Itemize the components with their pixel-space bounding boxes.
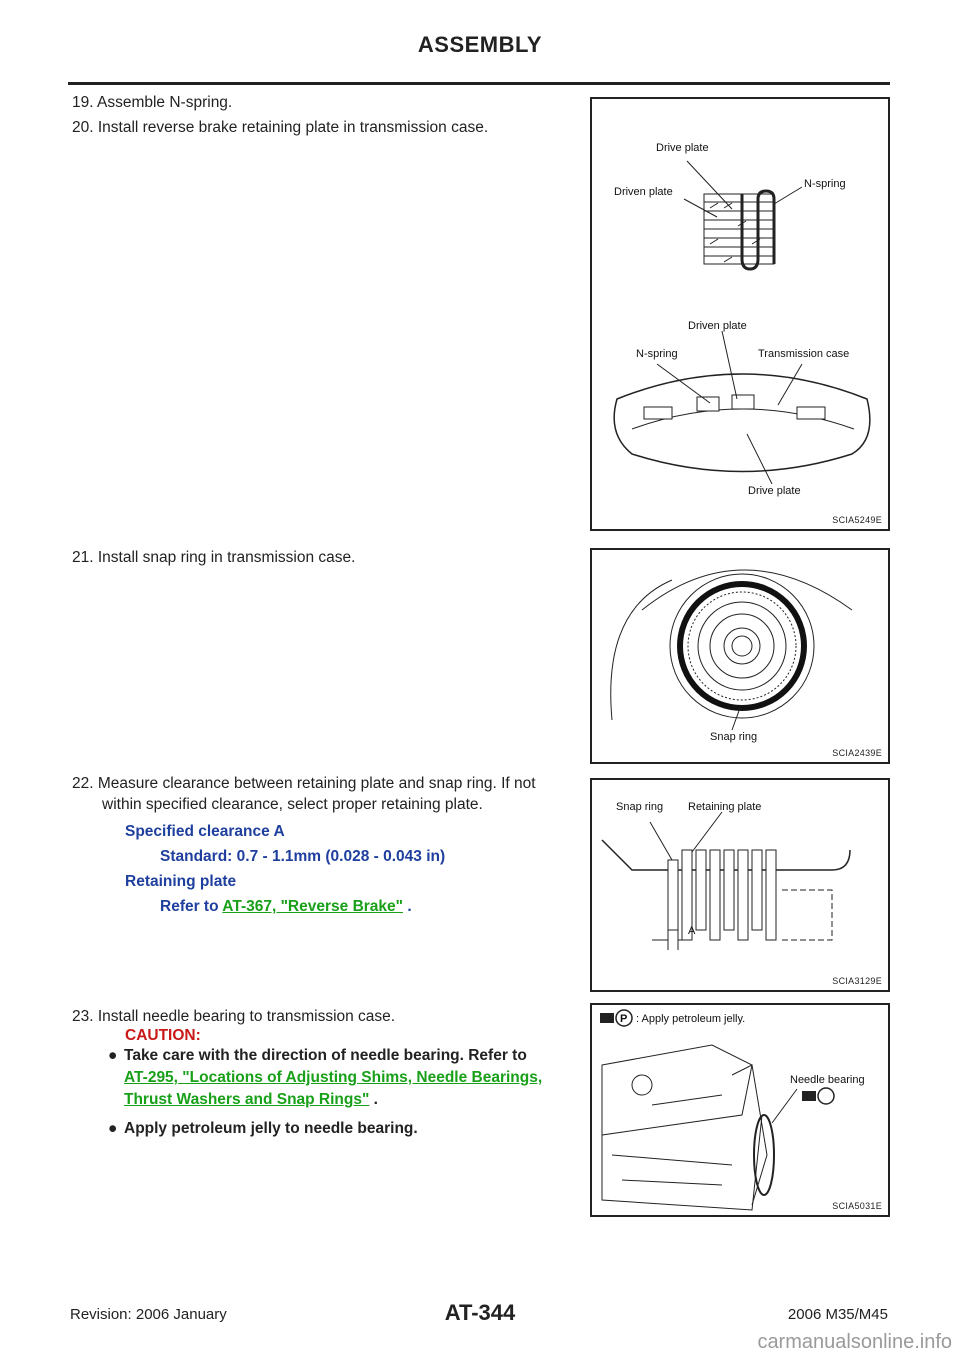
caution-bullet-1 — [108, 1045, 586, 1111]
figure-code: SCIA5249E — [832, 515, 882, 525]
label-a: A — [688, 925, 696, 937]
step-22-line2: within specified clearance, select proper retaining plate. — [102, 796, 483, 813]
label-driven-plate-2: Driven plate — [688, 320, 747, 332]
step-23: 23. Install needle bearing to transmission case. — [72, 1008, 396, 1025]
caution-text-2: Apply petroleum jelly to needle bearing. — [124, 1120, 418, 1137]
spec-standard: Standard: 0.7 - 1.1mm (0.028 - 0.043 in) — [160, 848, 446, 865]
label-snap-ring: Snap ring — [616, 801, 664, 813]
reverse-brake-link[interactable]: AT-367, "Reverse Brake" — [222, 898, 404, 915]
figure-code: SCIA3129E — [832, 976, 882, 986]
label-n-spring-2: N-spring — [636, 348, 678, 360]
bullet-icon: ● — [108, 1120, 118, 1137]
step-22-line1: 22. Measure clearance between retaining plate and snap ring. If not — [72, 775, 536, 792]
jelly-icon-2 — [802, 1091, 816, 1101]
header-rule — [68, 82, 890, 85]
label-apply: : Apply petroleum jelly. — [636, 1013, 746, 1025]
needle-bearing-illustration — [592, 1005, 888, 1215]
step-19: 19. Assemble N-spring. — [72, 94, 233, 111]
figure-clearance — [590, 778, 890, 992]
spec-retaining-label: Retaining plate — [125, 873, 237, 890]
snap-ring-illustration — [592, 550, 888, 762]
footer-model: 2006 M35/M45 — [787, 1306, 888, 1323]
bullet-icon: ● — [108, 1047, 118, 1064]
refer-prefix: Refer to — [160, 898, 223, 915]
figure-code: SCIA5031E — [832, 1201, 882, 1211]
step-21: 21. Install snap ring in transmission case. — [72, 549, 356, 566]
figure-n-spring — [590, 97, 890, 531]
page-number: AT-344 — [444, 1300, 516, 1325]
label-drive-plate-2: Drive plate — [748, 485, 801, 497]
caution-bullet-2 — [108, 1118, 418, 1140]
label-n-spring: N-spring — [804, 178, 846, 190]
figure-snap-ring — [590, 548, 890, 764]
refer-suffix: . — [403, 898, 412, 915]
p-label: P — [620, 1013, 628, 1025]
jelly-icon — [600, 1013, 614, 1023]
label-drive-plate: Drive plate — [656, 142, 709, 154]
caution-title: CAUTION: — [125, 1027, 201, 1044]
label-snap-ring: Snap ring — [710, 731, 758, 743]
spec-refer — [160, 898, 412, 916]
label-needle-bearing: Needle bearing — [790, 1074, 865, 1086]
label-transmission-case: Transmission case — [758, 348, 850, 360]
spec-clearance-label: Specified clearance A — [125, 823, 285, 840]
figure-code: SCIA2439E — [832, 748, 882, 758]
watermark: carmanualsonline.info — [757, 1331, 952, 1353]
step-20: 20. Install reverse brake retaining plate in transmission case. — [72, 119, 489, 136]
label-driven-plate: Driven plate — [614, 186, 673, 198]
clearance-illustration — [592, 780, 888, 990]
figure-needle-bearing — [590, 1003, 890, 1217]
page-title: ASSEMBLY — [417, 32, 543, 57]
footer-revision: Revision: 2006 January — [70, 1306, 227, 1323]
n-spring-illustration — [592, 99, 888, 529]
caution-text-1: Take care with the direction of needle bearing. Refer to — [124, 1047, 527, 1064]
caution-suffix: . — [369, 1091, 378, 1108]
locations-link-2[interactable]: Thrust Washers and Snap Rings" — [124, 1091, 370, 1108]
locations-link-1[interactable]: AT-295, "Locations of Adjusting Shims, Needle Bearings, — [124, 1069, 543, 1086]
label-retaining-plate: Retaining plate — [688, 801, 762, 813]
